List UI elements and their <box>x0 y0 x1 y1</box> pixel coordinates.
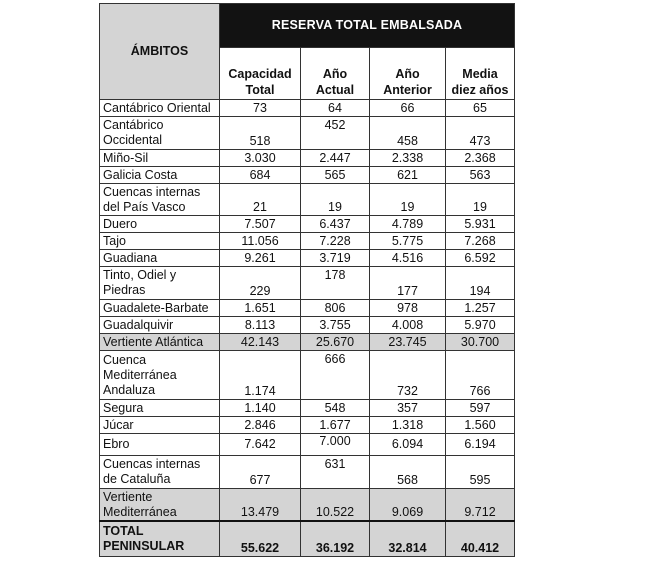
cell-capacidad: 7.642 <box>220 434 301 456</box>
table-row <box>100 167 515 184</box>
cell-ano-actual: 6.437 <box>301 216 370 233</box>
table-row <box>100 216 515 233</box>
cell-ano-anterior: 357 <box>370 400 446 417</box>
reserva-total-header: RESERVA TOTAL EMBALSADA <box>220 4 515 48</box>
table-row <box>100 300 515 317</box>
cell-ano-actual: 548 <box>301 400 370 417</box>
cell-ano-anterior: 19 <box>370 184 446 216</box>
cell-ano-anterior: 1.318 <box>370 417 446 434</box>
cell-media: 5.970 <box>446 317 515 334</box>
cell-ano-anterior: 66 <box>370 100 446 117</box>
cell-ano-anterior: 2.338 <box>370 150 446 167</box>
row-name: Guadiana <box>100 250 220 267</box>
cell-ano-anterior: 4.008 <box>370 317 446 334</box>
cell-ano-actual: 7.228 <box>301 233 370 250</box>
cell-media: 563 <box>446 167 515 184</box>
cell-media: 1.560 <box>446 417 515 434</box>
cell-capacidad: 1.174 <box>220 351 301 400</box>
table-row <box>100 351 515 400</box>
cell-capacidad: 21 <box>220 184 301 216</box>
cell-capacidad: 684 <box>220 167 301 184</box>
row-name: Miño-Sil <box>100 150 220 167</box>
table-row <box>100 267 515 300</box>
col-header-capacidad: Capacidad Total <box>220 48 301 100</box>
cell-media: 6.592 <box>446 250 515 267</box>
table-row <box>100 250 515 267</box>
table-row <box>100 317 515 334</box>
row-name: Tinto, Odiel y Piedras <box>100 267 220 300</box>
cell-media: 597 <box>446 400 515 417</box>
row-name: Galicia Costa <box>100 167 220 184</box>
cell-capacidad: 7.507 <box>220 216 301 233</box>
ambitos-header: ÁMBITOS <box>100 4 220 100</box>
row-name: Cuenca Mediterránea Andaluza <box>100 351 220 400</box>
cell-ano-actual: 2.447 <box>301 150 370 167</box>
cell-ano-actual: 631 <box>301 456 370 489</box>
cell-media: 5.931 <box>446 216 515 233</box>
cell-capacidad: 11.056 <box>220 233 301 250</box>
cell-media: 6.194 <box>446 434 515 456</box>
col-header-media: Media diez años <box>446 48 515 100</box>
cell-ano-anterior: 568 <box>370 456 446 489</box>
cell-media: 19 <box>446 184 515 216</box>
cell-ano-anterior: 458 <box>370 117 446 150</box>
cell-ano-actual: 666 <box>301 351 370 400</box>
table-row <box>100 117 515 150</box>
cell-media: 766 <box>446 351 515 400</box>
cell-ano-anterior: 4.516 <box>370 250 446 267</box>
reserve-table <box>99 3 515 557</box>
cell-ano-anterior: 23.745 <box>370 334 446 351</box>
cell-capacidad: 2.846 <box>220 417 301 434</box>
subtotal-row-atlantica <box>100 334 515 351</box>
row-name: Segura <box>100 400 220 417</box>
cell-media: 194 <box>446 267 515 300</box>
cell-capacidad: 55.622 <box>220 521 301 557</box>
cell-media: 30.700 <box>446 334 515 351</box>
cell-ano-actual: 7.000 <box>301 434 370 456</box>
cell-capacidad: 1.140 <box>220 400 301 417</box>
table-row <box>100 184 515 216</box>
row-name: Tajo <box>100 233 220 250</box>
cell-ano-actual: 1.677 <box>301 417 370 434</box>
row-name: Cantábrico Occidental <box>100 117 220 150</box>
table-row <box>100 100 515 117</box>
table-row <box>100 400 515 417</box>
cell-ano-anterior: 6.094 <box>370 434 446 456</box>
cell-ano-actual: 3.755 <box>301 317 370 334</box>
cell-ano-actual: 452 <box>301 117 370 150</box>
subtotal-row-mediterranea <box>100 489 515 522</box>
cell-ano-actual: 64 <box>301 100 370 117</box>
table-row <box>100 434 515 456</box>
reserve-table-container <box>99 3 514 557</box>
cell-capacidad: 3.030 <box>220 150 301 167</box>
total-row <box>100 521 515 557</box>
cell-media: 65 <box>446 100 515 117</box>
cell-capacidad: 677 <box>220 456 301 489</box>
table-row <box>100 150 515 167</box>
cell-media: 7.268 <box>446 233 515 250</box>
col-header-ano-anterior: Año Anterior <box>370 48 446 100</box>
cell-ano-anterior: 732 <box>370 351 446 400</box>
row-name: Ebro <box>100 434 220 456</box>
row-name: Júcar <box>100 417 220 434</box>
cell-ano-anterior: 177 <box>370 267 446 300</box>
cell-ano-actual: 36.192 <box>301 521 370 557</box>
cell-media: 1.257 <box>446 300 515 317</box>
cell-capacidad: 13.479 <box>220 489 301 522</box>
row-name: Vertiente Mediterránea <box>100 489 220 522</box>
table-row <box>100 456 515 489</box>
row-name: Guadalete-Barbate <box>100 300 220 317</box>
cell-capacidad: 9.261 <box>220 250 301 267</box>
cell-media: 40.412 <box>446 521 515 557</box>
row-name: Duero <box>100 216 220 233</box>
cell-ano-anterior: 9.069 <box>370 489 446 522</box>
col-header-ano-actual: Año Actual <box>301 48 370 100</box>
row-name: Vertiente Atlántica <box>100 334 220 351</box>
cell-ano-actual: 3.719 <box>301 250 370 267</box>
table-row <box>100 417 515 434</box>
cell-media: 2.368 <box>446 150 515 167</box>
cell-ano-actual: 806 <box>301 300 370 317</box>
cell-media: 595 <box>446 456 515 489</box>
cell-ano-actual: 10.522 <box>301 489 370 522</box>
cell-ano-actual: 25.670 <box>301 334 370 351</box>
cell-ano-anterior: 4.789 <box>370 216 446 233</box>
cell-media: 473 <box>446 117 515 150</box>
cell-capacidad: 229 <box>220 267 301 300</box>
cell-ano-actual: 19 <box>301 184 370 216</box>
cell-capacidad: 8.113 <box>220 317 301 334</box>
row-name: Cuencas internas de Cataluña <box>100 456 220 489</box>
row-name: Cuencas internas del País Vasco <box>100 184 220 216</box>
row-name: Guadalquivir <box>100 317 220 334</box>
table-row <box>100 233 515 250</box>
cell-capacidad: 518 <box>220 117 301 150</box>
cell-capacidad: 42.143 <box>220 334 301 351</box>
row-name: TOTAL PENINSULAR <box>100 521 220 557</box>
cell-capacidad: 73 <box>220 100 301 117</box>
cell-ano-anterior: 978 <box>370 300 446 317</box>
cell-capacidad: 1.651 <box>220 300 301 317</box>
cell-ano-anterior: 5.775 <box>370 233 446 250</box>
cell-ano-anterior: 32.814 <box>370 521 446 557</box>
row-name: Cantábrico Oriental <box>100 100 220 117</box>
cell-ano-anterior: 621 <box>370 167 446 184</box>
cell-ano-actual: 178 <box>301 267 370 300</box>
cell-ano-actual: 565 <box>301 167 370 184</box>
cell-media: 9.712 <box>446 489 515 522</box>
